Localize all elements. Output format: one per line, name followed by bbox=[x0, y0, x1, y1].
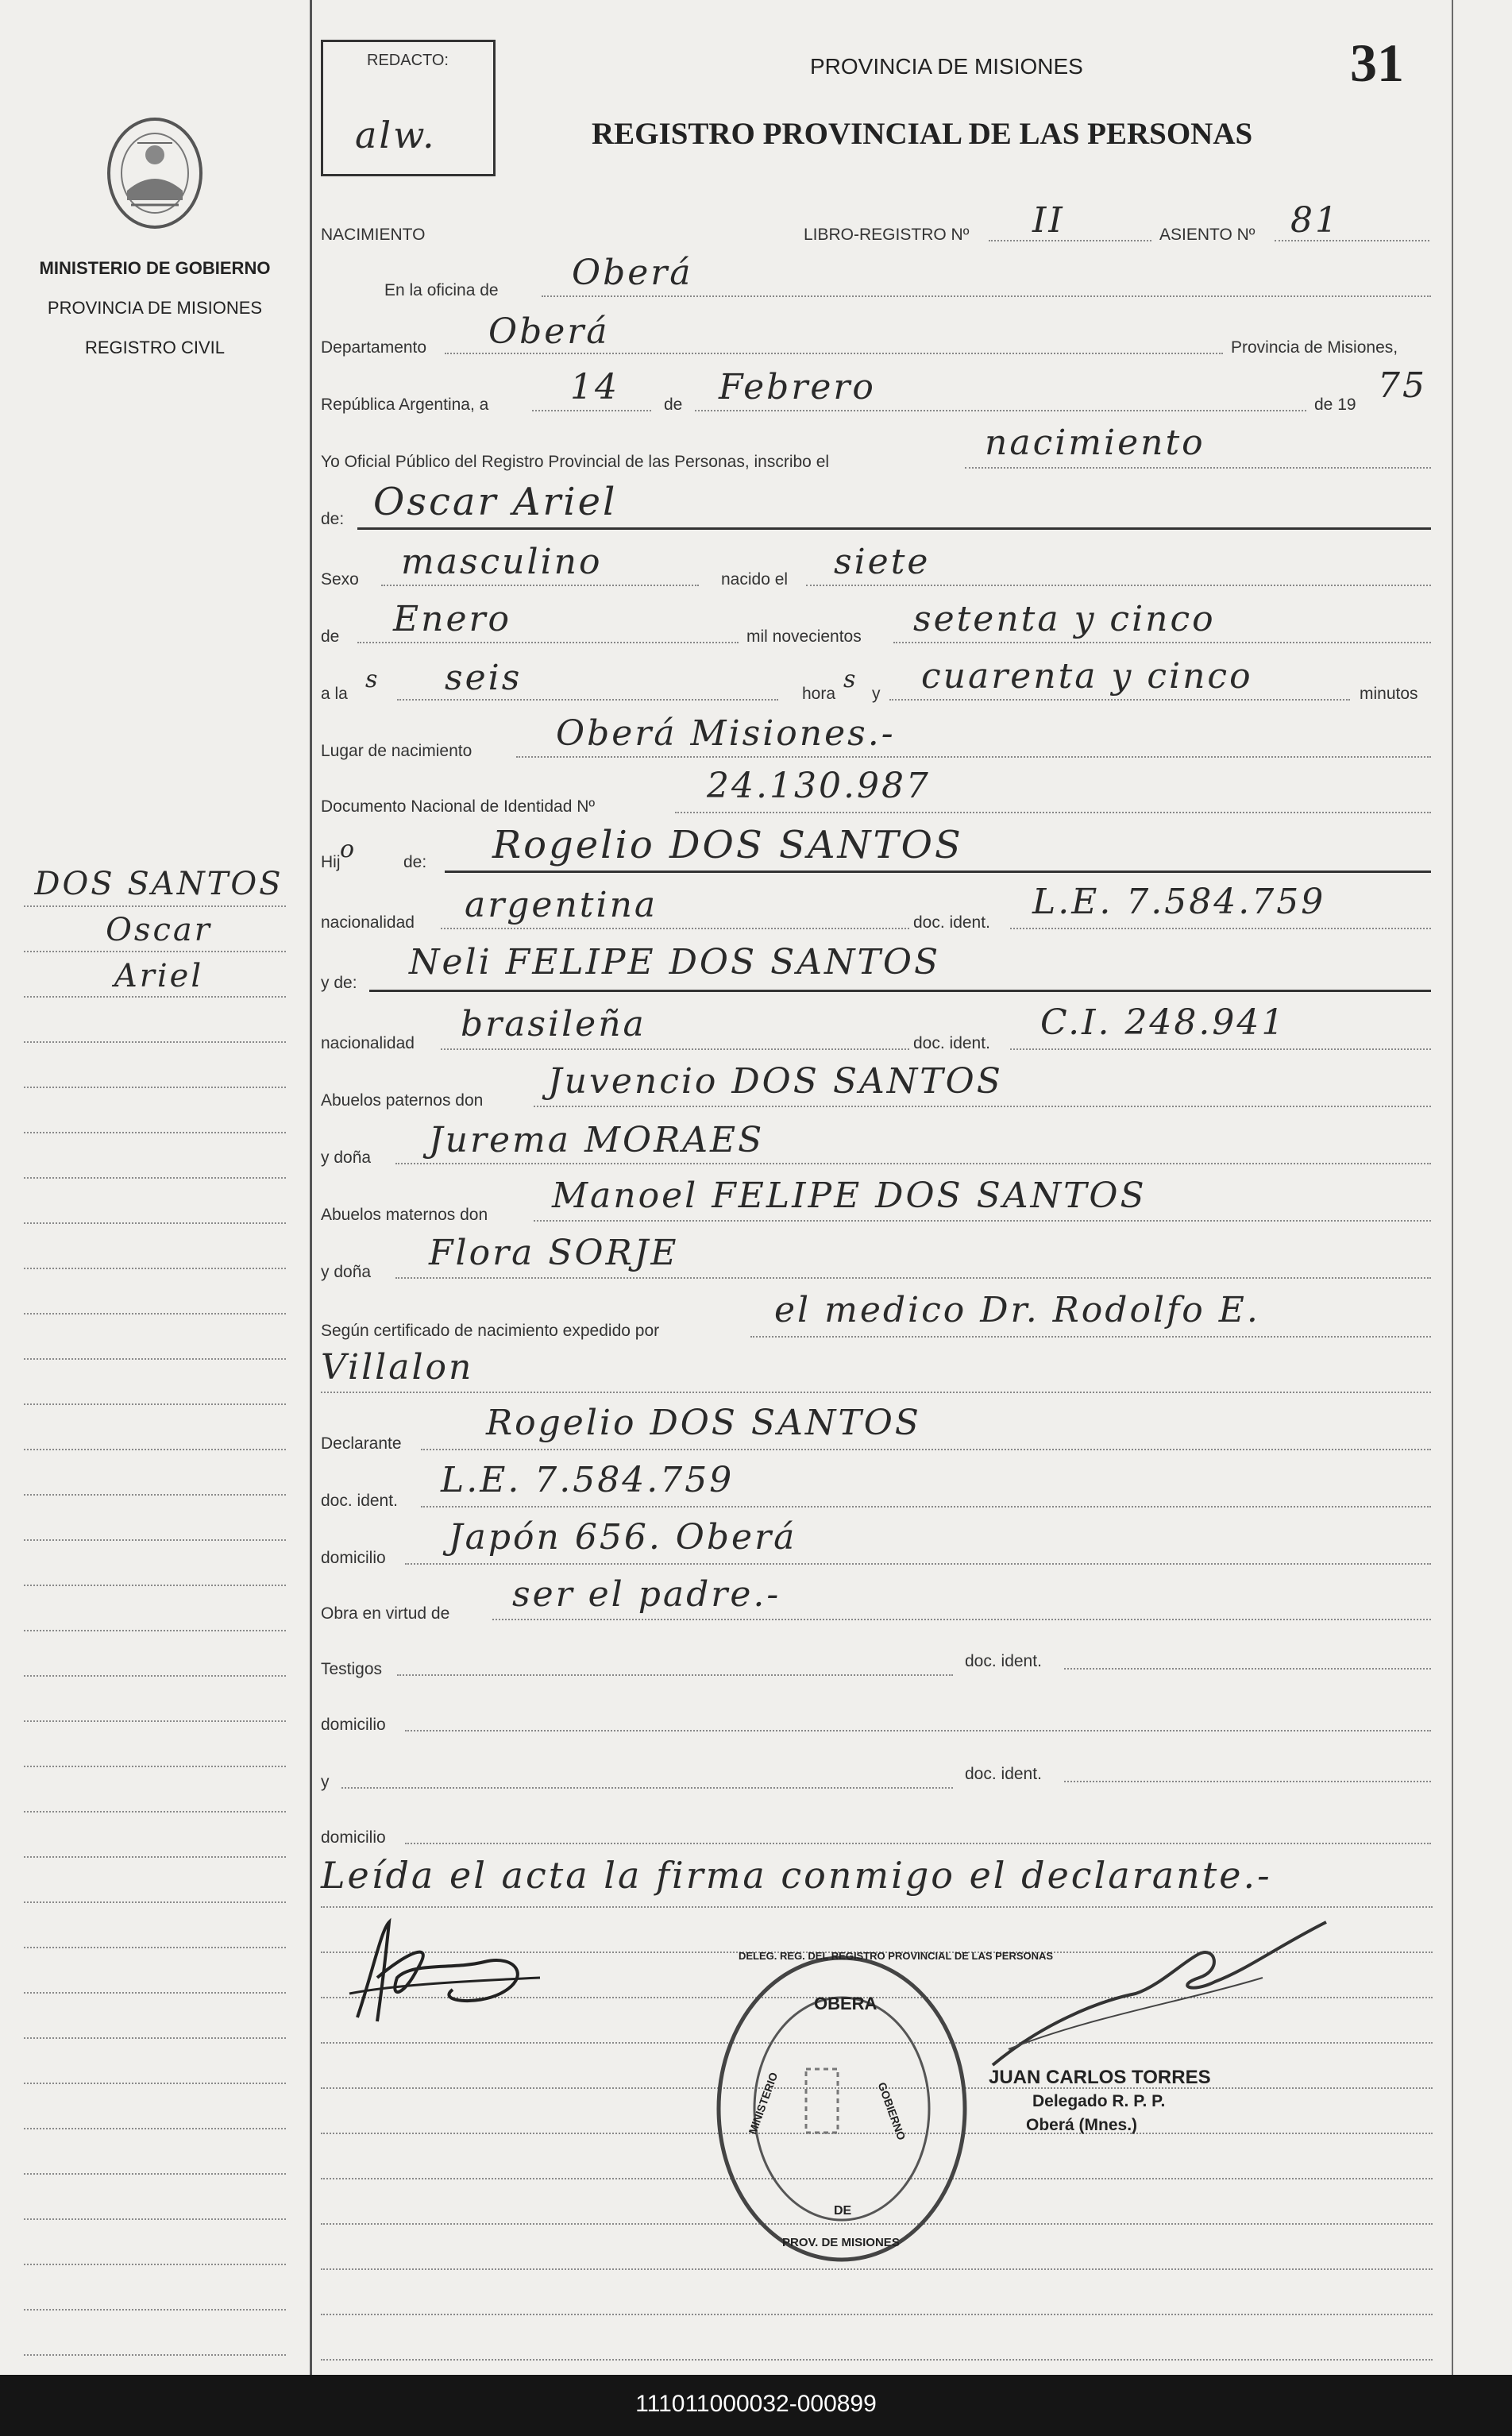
margin-rule bbox=[24, 1041, 286, 1043]
registry-label: REGISTRO CIVIL bbox=[84, 338, 226, 357]
hora-suffix-value: s bbox=[843, 666, 858, 693]
oficina-field bbox=[542, 295, 1431, 297]
departamento-field bbox=[445, 353, 1223, 354]
stamp-inner-top: OBERA bbox=[814, 1994, 878, 2013]
ab-mat-value: Manoel FELIPE DOS SANTOS bbox=[552, 1176, 1147, 1216]
declarante-label: Declarante bbox=[321, 1434, 402, 1453]
madre-doc-value: C.I. 248.941 bbox=[1040, 1002, 1286, 1043]
provincial-seal-icon bbox=[99, 111, 210, 238]
margin-rule bbox=[24, 1811, 286, 1813]
margin-rule bbox=[24, 1449, 286, 1450]
margin-rule bbox=[24, 2264, 286, 2265]
certificado-label: Según certificado de nacimiento expedido por bbox=[321, 1322, 660, 1340]
nombre-value: Oscar Ariel bbox=[373, 480, 618, 524]
libro-label: LIBRO-REGISTRO Nº bbox=[804, 226, 970, 244]
madre-doc-field bbox=[1010, 1048, 1431, 1050]
mil-label: mil novecientos bbox=[746, 627, 862, 646]
hora-field bbox=[397, 699, 778, 701]
anio-value: 75 bbox=[1378, 365, 1427, 406]
province-label: PROVINCIA DE MISIONES bbox=[47, 298, 263, 318]
anio-nac-field bbox=[893, 642, 1431, 643]
testigo2-field bbox=[341, 1787, 953, 1789]
dni-field bbox=[675, 812, 1431, 813]
ab-pat-label: Abuelos paternos don bbox=[321, 1091, 484, 1110]
ab-mat-dona-label: y doña bbox=[321, 1263, 372, 1281]
sexo-value: masculino bbox=[401, 542, 603, 582]
margin-rule bbox=[24, 1132, 286, 1133]
certificado-field-2 bbox=[321, 1392, 1431, 1393]
redacto-box bbox=[321, 40, 496, 176]
certificado-value-2: Villalon bbox=[321, 1347, 474, 1388]
decl-doc-field bbox=[421, 1506, 1431, 1508]
declarante-value: Rogelio DOS SANTOS bbox=[486, 1403, 921, 1443]
dia-value: 14 bbox=[570, 367, 619, 407]
decl-docident-label: doc. ident. bbox=[321, 1492, 398, 1510]
dni-label: Documento Nacional de Identidad Nº bbox=[321, 797, 596, 816]
certificado-value: el medico Dr. Rodolfo E. bbox=[774, 1290, 1260, 1330]
decl-doc-value: L.E. 7.584.759 bbox=[441, 1460, 735, 1500]
margin-note-name: Oscar bbox=[106, 912, 212, 948]
barcode-number: 111011000032-000899 bbox=[635, 2391, 877, 2417]
inscribo-field bbox=[965, 467, 1431, 469]
domicilio-field bbox=[405, 1563, 1431, 1565]
margin-rule bbox=[24, 905, 286, 907]
margin-rule bbox=[24, 2128, 286, 2129]
ab-pat-dona-label: y doña bbox=[321, 1149, 372, 1167]
oficina-value: Oberá bbox=[572, 253, 693, 293]
padre-nac-value: argentina bbox=[465, 885, 658, 925]
minutos-field bbox=[889, 699, 1350, 701]
obra-value: ser el padre.- bbox=[512, 1574, 781, 1615]
anio-nac-value: setenta y cinco bbox=[913, 599, 1216, 639]
margin-rule bbox=[24, 1494, 286, 1496]
body-rule bbox=[321, 2314, 1433, 2315]
madre-value: Neli FELIPE DOS SANTOS bbox=[409, 942, 941, 983]
y2-label: y bbox=[321, 1773, 330, 1791]
margin-rule bbox=[24, 2037, 286, 2039]
madre-label: y de: bbox=[321, 974, 357, 992]
testigo1-doc-field bbox=[1064, 1668, 1431, 1670]
stamp-outer-text: DELEG. REG. DEL REGISTRO PROVINCIAL DE LAS PERSONAS bbox=[739, 1950, 1054, 1962]
right-border bbox=[1452, 0, 1453, 2375]
obra-label: Obra en virtud de bbox=[321, 1604, 450, 1623]
certificado-field bbox=[750, 1336, 1431, 1338]
official-name: JUAN CARLOS TORRES bbox=[989, 2067, 1211, 2088]
libro-value: II bbox=[1032, 200, 1065, 241]
page-number: 31 bbox=[1350, 33, 1404, 93]
padre-doc-value: L.E. 7.584.759 bbox=[1032, 882, 1326, 922]
padre-field bbox=[445, 871, 1431, 873]
testigo1-docident-label: doc. ident. bbox=[965, 1652, 1042, 1670]
inscribo-value: nacimiento bbox=[985, 423, 1205, 463]
margin-rule bbox=[24, 1901, 286, 1903]
margin-rule bbox=[24, 1992, 286, 1994]
ab-mat-dona-value: Flora SORJE bbox=[429, 1233, 679, 1273]
padre-value: Rogelio DOS SANTOS bbox=[492, 823, 963, 867]
leida-value: Leída el acta la firma conmigo el declarante.- bbox=[321, 1854, 1272, 1897]
ala-label: a la bbox=[321, 685, 348, 703]
redacto-value: alw. bbox=[355, 114, 437, 156]
nombre-field bbox=[357, 527, 1431, 530]
asiento-value: 81 bbox=[1290, 200, 1340, 241]
minutos-label: minutos bbox=[1360, 685, 1418, 703]
ab-mat-label: Abuelos maternos don bbox=[321, 1206, 488, 1224]
redacto-label: REDACTO: bbox=[367, 52, 449, 69]
domicilio-label: domicilio bbox=[321, 1549, 386, 1567]
margin-divider bbox=[310, 0, 312, 2375]
hijo-de-label: de: bbox=[403, 853, 427, 871]
testigo1-domicilio-field bbox=[405, 1730, 1431, 1731]
ministry-label: MINISTERIO DE GOBIERNO bbox=[39, 258, 271, 278]
margin-rule bbox=[24, 1222, 286, 1224]
hora-value: seis bbox=[445, 658, 523, 698]
margin-rule bbox=[24, 2173, 286, 2175]
departamento-label: Departamento bbox=[321, 338, 427, 357]
header-province: PROVINCIA DE MISIONES bbox=[810, 54, 1083, 79]
madre-nac-field bbox=[441, 1048, 909, 1050]
anio-label: de 19 bbox=[1314, 396, 1356, 414]
hora-label: hora bbox=[802, 685, 836, 703]
lugar-label: Lugar de nacimiento bbox=[321, 742, 472, 760]
sexo-field bbox=[381, 585, 699, 586]
departamento-value: Oberá bbox=[488, 311, 610, 352]
padre-docident-label: doc. ident. bbox=[913, 913, 990, 932]
ala-value: s bbox=[365, 666, 380, 693]
body-rule bbox=[321, 2359, 1433, 2361]
margin-rule bbox=[24, 1177, 286, 1179]
oficial-label: Yo Oficial Público del Registro Provincial de las Personas, inscribo el bbox=[321, 453, 830, 471]
oficina-label: En la oficina de bbox=[384, 281, 499, 299]
dia-field bbox=[532, 410, 651, 411]
mes-nac-value: Enero bbox=[393, 599, 512, 639]
margin-rule bbox=[24, 1087, 286, 1088]
nacimiento-label: NACIMIENTO bbox=[321, 226, 426, 244]
mes-value: Febrero bbox=[719, 367, 876, 407]
obra-field bbox=[492, 1619, 1431, 1620]
margin-rule bbox=[24, 1358, 286, 1360]
margin-rule bbox=[24, 1403, 286, 1405]
sexo-label: Sexo bbox=[321, 570, 359, 589]
page-title: REGISTRO PROVINCIAL DE LAS PERSONAS bbox=[592, 117, 1253, 151]
margin-rule bbox=[24, 996, 286, 998]
padre-doc-field bbox=[1010, 928, 1431, 929]
margin-rule bbox=[24, 1947, 286, 1948]
libro-field bbox=[989, 240, 1151, 241]
madre-nac-value: brasileña bbox=[461, 1004, 646, 1044]
margin-rule bbox=[24, 1585, 286, 1586]
margin-rule bbox=[24, 1539, 286, 1541]
margin-rule bbox=[24, 2218, 286, 2220]
official-role: Delegado R. P. P. bbox=[1032, 2092, 1166, 2110]
nombre-label: de: bbox=[321, 510, 345, 528]
hijo-label: Hij bbox=[321, 853, 341, 871]
stamp-bottom-text: PROV. DE MISIONES bbox=[782, 2236, 900, 2249]
body-rule bbox=[321, 2268, 1433, 2270]
margin-rule bbox=[24, 1630, 286, 1631]
lugar-value: Oberá Misiones.- bbox=[556, 713, 896, 754]
declarant-signature-icon bbox=[341, 1906, 556, 2033]
nacido-field bbox=[806, 585, 1431, 586]
domicilio-value: Japón 656. Oberá bbox=[449, 1517, 797, 1558]
margin-note-second-name: Ariel bbox=[114, 958, 204, 994]
margin-rule bbox=[24, 2309, 286, 2311]
official-place: Oberá (Mnes.) bbox=[1026, 2116, 1138, 2134]
ab-pat-field bbox=[534, 1106, 1431, 1107]
testigos-field bbox=[397, 1674, 953, 1676]
dni-value: 24.130.987 bbox=[707, 766, 931, 806]
testigo1-domicilio-label: domicilio bbox=[321, 1716, 386, 1734]
testigo2-domicilio-field bbox=[405, 1843, 1431, 1844]
margin-rule bbox=[24, 1313, 286, 1315]
nacido-value: siete bbox=[834, 542, 931, 582]
margin-rule bbox=[24, 1720, 286, 1722]
asiento-label: ASIENTO Nº bbox=[1159, 226, 1256, 244]
margin-note-surname: DOS SANTOS bbox=[34, 866, 284, 902]
stamp-inner-right: GOBIERNO bbox=[875, 2080, 908, 2142]
de-label: de bbox=[664, 396, 683, 414]
padre-nacionalidad-label: nacionalidad bbox=[321, 913, 415, 932]
margin-rule bbox=[24, 2083, 286, 2084]
margin-rule bbox=[24, 1766, 286, 1767]
ab-pat-dona-value: Jurema MORAES bbox=[429, 1120, 765, 1160]
madre-nacionalidad-label: nacionalidad bbox=[321, 1034, 415, 1052]
mes-nac-field bbox=[357, 642, 739, 643]
provincia-label: Provincia de Misiones, bbox=[1231, 338, 1398, 357]
testigo2-doc-field bbox=[1064, 1781, 1431, 1782]
lugar-field bbox=[516, 756, 1431, 758]
margin-rule bbox=[24, 1268, 286, 1269]
nacido-label: nacido el bbox=[721, 570, 789, 589]
y-label: y bbox=[872, 685, 881, 703]
declarante-field bbox=[421, 1449, 1431, 1450]
republica-label: República Argentina, a bbox=[321, 396, 489, 414]
madre-docident-label: doc. ident. bbox=[913, 1034, 990, 1052]
margin-rule bbox=[24, 1856, 286, 1858]
official-signature-icon bbox=[977, 1906, 1358, 2089]
testigo2-docident-label: doc. ident. bbox=[965, 1765, 1042, 1783]
margin-rule bbox=[24, 1675, 286, 1677]
mes-field bbox=[695, 410, 1306, 411]
testigos-label: Testigos bbox=[321, 1660, 383, 1678]
ab-mat-field bbox=[534, 1220, 1431, 1222]
stamp-inner-left: MINISTERIO bbox=[746, 2070, 781, 2137]
ab-pat-dona-field bbox=[395, 1163, 1431, 1164]
ab-pat-value: Juvencio DOS SANTOS bbox=[548, 1061, 1003, 1102]
stamp-inner-bottom: DE bbox=[834, 2204, 852, 2218]
ab-mat-dona-field bbox=[395, 1277, 1431, 1279]
minutos-value: cuarenta y cinco bbox=[921, 656, 1253, 697]
testigo2-domicilio-label: domicilio bbox=[321, 1828, 386, 1847]
de3-label: de bbox=[321, 627, 340, 646]
padre-nac-field bbox=[441, 928, 909, 929]
margin-rule bbox=[24, 951, 286, 952]
hijo-suffix-value: o bbox=[340, 836, 357, 863]
margin-rule bbox=[24, 2354, 286, 2356]
madre-field bbox=[369, 990, 1431, 992]
